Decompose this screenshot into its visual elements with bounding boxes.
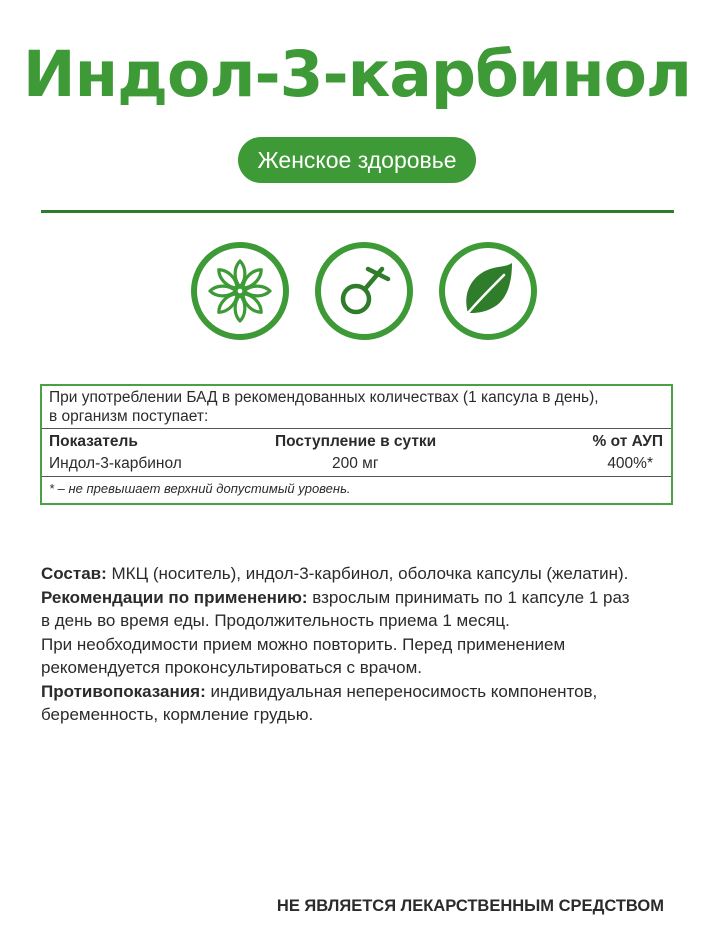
table-intro [49,388,599,426]
header-daily: Поступление в сутки [275,433,437,450]
composition-text: МКЦ (носитель), индол-3-карбинол, оболочка капсулы (желатин). [106,564,629,583]
usage-label: Рекомендации по применению: [41,587,308,607]
contraindications-label: Противопоказания: [41,681,206,701]
table-divider [42,428,671,429]
divider [41,210,674,213]
usage-text: рекомендуется проконсультироваться с врачом. [41,658,423,677]
usage-text: взрослым принимать по 1 капсуле 1 раз [307,587,630,607]
table-divider [42,476,671,477]
composition-line [41,562,681,586]
row-daily: 200 мг [332,455,379,472]
female-symbol-icon [314,241,414,341]
disclaimer: НЕ ЯВЛЯЕТСЯ ЛЕКАРСТВЕННЫМ СРЕДСТВОМ [276,897,664,915]
usage-text: При необходимости прием можно повторить. Перед применением [41,634,566,654]
table-footnote: * – не превышает верхний допустимый уровень. [49,481,351,496]
header-percent: % от АУП [592,433,663,450]
row-percent: 400%* [607,455,653,472]
contraindications-text: беременность, кормление грудью. [41,705,314,724]
contraindications-text: индивидуальная непереносимость компонентов, [205,681,598,701]
nutrition-table [40,384,673,505]
intro-line: При употреблении БАД в рекомендованных количествах (1 капсула в день), [49,389,599,406]
product-title: Индол-3-карбинол [22,38,692,111]
product-description [41,562,681,727]
category-badge: Женское здоровье [238,137,476,183]
row-indicator: Индол-3-карбинол [49,455,182,472]
usage-line [41,586,681,610]
header-indicator: Показатель [49,433,138,450]
flower-icon [190,241,290,341]
composition-label: Состав: [41,564,107,583]
usage-text: в день во время еды. Продолжительность приема 1 месяц. [41,611,510,630]
contraindications-line [41,680,681,704]
intro-line: в организм поступает: [49,408,209,425]
leaf-icon [438,241,538,341]
